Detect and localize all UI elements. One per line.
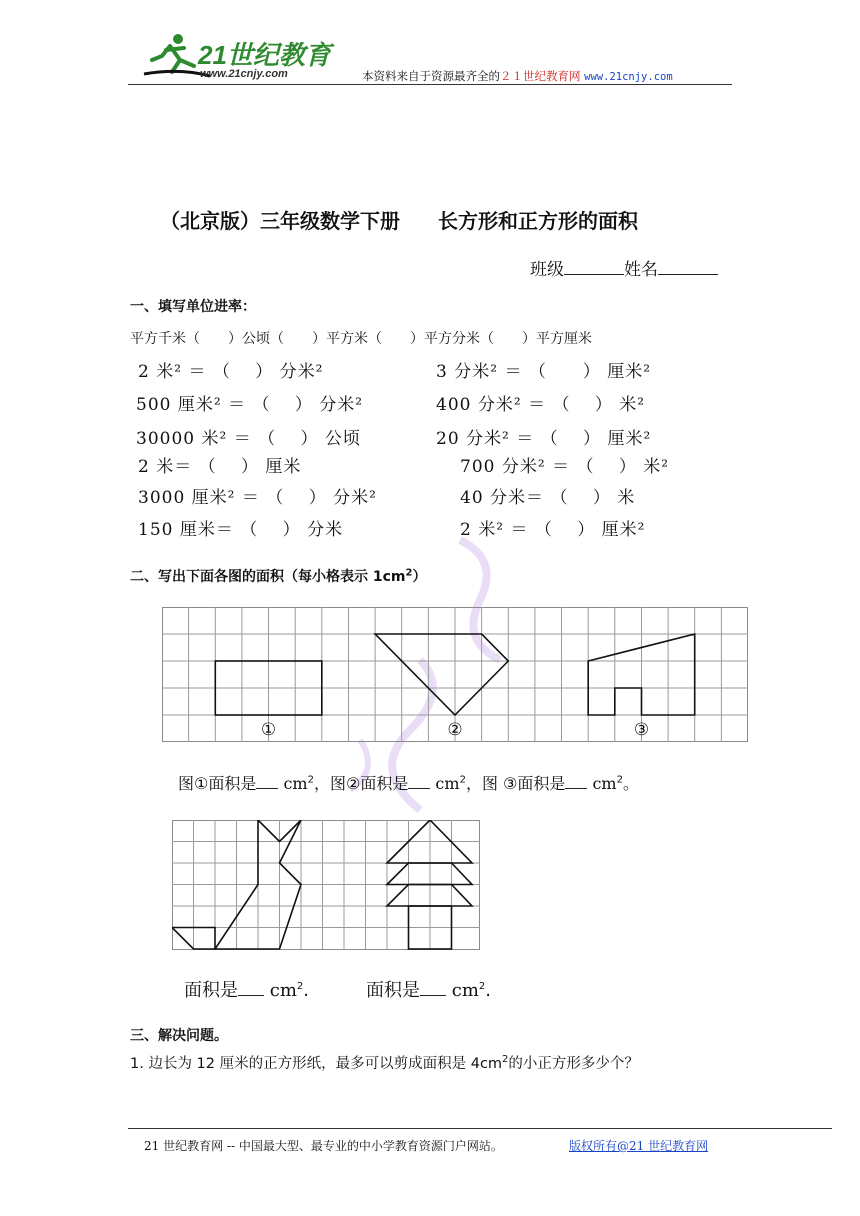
answer-cat-label: 面积是 xyxy=(184,980,238,1001)
eq-4-right: 700 分米² ＝ （ ） 米² xyxy=(460,457,670,477)
header-note-site: ２１世纪教育网 xyxy=(500,69,581,83)
eq-3-right: 20 分米² ＝ （ ） 厘米² xyxy=(436,429,652,449)
eq-1-left: 2 米² ＝ （ ） 分米² xyxy=(138,362,324,382)
name-label: 姓名 xyxy=(624,260,658,280)
unit-sup: 2 xyxy=(296,981,304,992)
eq-3-left: 30000 米² ＝ （ ） 公顷 xyxy=(136,429,361,449)
unit-sup: 2 xyxy=(307,774,314,786)
answer-end: . xyxy=(303,980,309,1001)
unit-cm: cm xyxy=(283,774,308,793)
class-blank[interactable] xyxy=(564,258,624,275)
answer-fig1-blank[interactable] xyxy=(256,772,278,789)
page-title xyxy=(160,205,638,234)
section2-heading xyxy=(130,566,426,586)
unit-cm: cm xyxy=(269,980,297,1001)
answer-fig1-label: 图①面积是 xyxy=(178,774,257,793)
name-blank[interactable] xyxy=(658,258,718,275)
site-logo xyxy=(140,30,340,82)
grid-figures-cat-tree xyxy=(172,820,480,950)
answer-line-end: 。 xyxy=(622,774,639,793)
answer-tree-blank[interactable] xyxy=(420,979,446,996)
header-note xyxy=(362,68,673,84)
grid-figures-1-3 xyxy=(162,607,748,742)
figure-label-2: ② xyxy=(447,720,463,740)
unit-cm: cm xyxy=(592,774,617,793)
eq-4-left: 2 米＝ （ ） 厘米 xyxy=(138,457,302,477)
answer-cat-blank[interactable] xyxy=(238,979,264,996)
eq-6-left: 150 厘米＝ （ ） 分米 xyxy=(138,520,344,540)
answer-fig3-blank[interactable] xyxy=(565,772,587,789)
units-line: 平方千米（ ）公顷（ ）平方米（ ）平方分米（ ）平方厘米 xyxy=(130,331,592,347)
svg-text:21世纪教育: 21世纪教育 xyxy=(198,40,331,70)
answer-fig3-label: ，图 ③面积是 xyxy=(465,774,566,793)
footer-divider xyxy=(128,1128,832,1129)
question-1-prefix: 1. 边长为 12 厘米的正方形纸，最多可以剪成面积是 4cm xyxy=(130,1056,503,1072)
figure-label-1: ① xyxy=(260,720,277,740)
section2-heading-sup: 2 xyxy=(405,567,413,579)
answer-line-1 xyxy=(178,771,639,794)
footer-left-text: 21 世纪教育网 -- 中国最大型、最专业的中小学教育资源门户网站。 xyxy=(144,1139,503,1153)
question-1-sup: 2 xyxy=(502,1054,509,1066)
eq-6-right: 2 米² ＝ （ ） 厘米² xyxy=(460,520,646,540)
answer-line-2 xyxy=(184,976,309,1002)
header-note-url[interactable]: www.21cnjy.com xyxy=(584,71,673,83)
title-right: 长方形和正方形的面积 xyxy=(438,209,638,233)
answer-tree-label: 面积是 xyxy=(366,980,420,1001)
section3-heading: 三、解决问题。 xyxy=(130,1028,228,1044)
unit-cm: cm xyxy=(451,980,479,1001)
eq-5-right: 40 分米＝ （ ） 米 xyxy=(460,488,636,508)
unit-sup: 2 xyxy=(616,774,623,786)
class-label: 班级 xyxy=(530,260,564,280)
eq-5-left: 3000 厘米² ＝ （ ） 分米² xyxy=(138,488,377,508)
svg-text:www.21cnjy.com: www.21cnjy.com xyxy=(200,68,288,80)
answer-end: . xyxy=(485,980,491,1001)
section1-heading: 一、填写单位进率： xyxy=(130,299,256,315)
eq-2-left: 500 厘米² ＝ （ ） 分米² xyxy=(136,395,364,415)
section2-heading-suffix: ） xyxy=(412,569,427,585)
unit-sup: 2 xyxy=(459,774,466,786)
answer-line-3 xyxy=(366,976,491,1002)
eq-1-right: 3 分米² ＝ （ ） 厘米² xyxy=(436,362,652,382)
answer-fig2-blank[interactable] xyxy=(408,772,430,789)
unit-cm: cm xyxy=(435,774,460,793)
unit-sup: 2 xyxy=(478,981,486,992)
header-divider xyxy=(128,84,732,85)
answer-fig2-label: ，图②面积是 xyxy=(313,774,409,793)
header-note-prefix: 本资料来自于资源最齐全的 xyxy=(362,69,500,83)
figure-label-3: ③ xyxy=(633,720,650,740)
figure-2-pentagon xyxy=(375,634,508,715)
question-1 xyxy=(130,1052,639,1073)
footer-copyright-link[interactable]: 版权所有@21 世纪教育网 xyxy=(569,1139,709,1153)
eq-2-right: 400 分米² ＝ （ ） 米² xyxy=(436,395,646,415)
section2-heading-prefix: 二、写出下面各图的面积（每小格表示 1cm xyxy=(130,569,406,585)
question-1-suffix: 的小正方形多少个？ xyxy=(508,1056,639,1072)
title-left: （北京版）三年级数学下册 xyxy=(160,209,400,233)
class-name-line xyxy=(530,255,718,280)
